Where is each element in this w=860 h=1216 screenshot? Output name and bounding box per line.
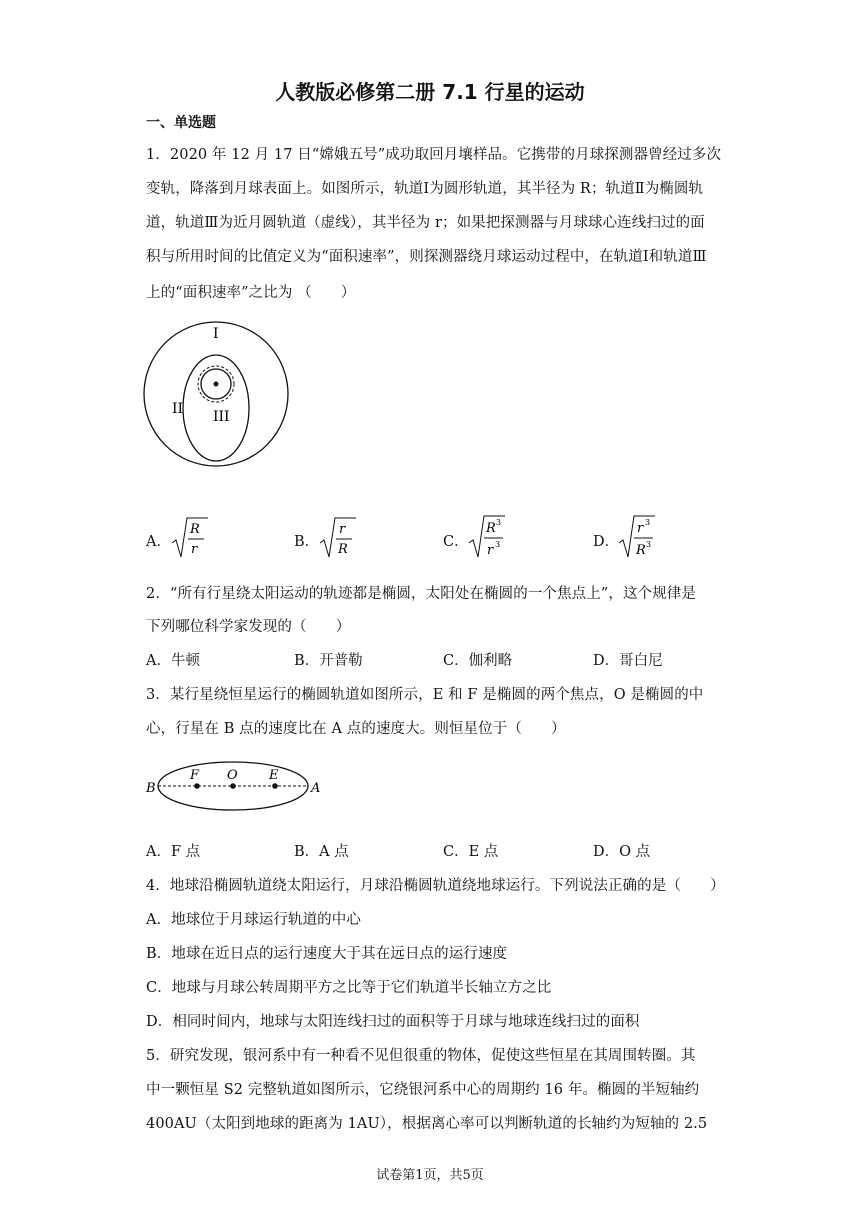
q1-option-c-label: C．	[443, 534, 469, 550]
q3-option-d: D．O 点	[593, 844, 651, 860]
q3-line-1: 3．某行星绕恒星运行的椭圆轨道如图所示，E 和 F 是椭圆的两个焦点，O 是椭圆的中	[146, 687, 704, 703]
q1-d-num-exp: 3	[645, 518, 651, 527]
orbit-2-label: II	[172, 401, 184, 417]
q1-line-2: 变轨，降落到月球表面上。如图所示，轨道Ⅰ为圆形轨道，其半径为 R；轨道Ⅱ为椭圆轨	[146, 181, 704, 197]
q3-option-a: A．F 点	[146, 844, 201, 860]
point-f-label: F	[190, 768, 200, 783]
section-heading: 一、单选题	[146, 115, 216, 131]
q1-option-a-label: A．	[146, 534, 171, 550]
q5-line-1: 5．研究发现，银河系中有一种看不见但很重的物体，促使这些恒星在其周围转圈。其	[146, 1048, 696, 1064]
q1-option-a-formula	[170, 515, 210, 561]
orbit-1-label: I	[213, 326, 219, 342]
q2-option-b: B．开普勒	[294, 653, 363, 669]
q1-orbit-figure	[140, 318, 300, 468]
q1-line-3: 道，轨道Ⅲ为近月圆轨道（虚线），其半径为 r；如果把探测器与月球球心连线扫过的面	[146, 215, 705, 231]
q4-option-b: B．地球在近日点的运行速度大于其在远日点的运行速度	[146, 946, 508, 962]
q2-option-a: A．牛顿	[146, 653, 200, 669]
q1-c-den-exp: 3	[495, 540, 501, 549]
q1-a-den: r	[191, 542, 198, 557]
focus-e-dot	[272, 783, 278, 789]
q2-option-c: C．伽利略	[443, 653, 513, 669]
q4-line-1: 4．地球沿椭圆轨道绕太阳运行，月球沿椭圆轨道绕地球运行。下列说法正确的是（ ）	[146, 878, 725, 894]
point-a-label: A	[311, 781, 321, 796]
orbit-3-label: III	[213, 409, 230, 425]
q1-option-b-formula	[318, 515, 358, 561]
q1-c-num-exp: 3	[496, 518, 502, 527]
center-o-dot	[230, 783, 236, 789]
q3-option-c: C．E 点	[443, 844, 499, 860]
q1-d-den: R	[636, 543, 646, 558]
page-title: 人教版必修第二册 7.1 行星的运动	[275, 80, 585, 104]
q1-a-num: R	[190, 522, 200, 537]
point-b-label: B	[146, 781, 156, 796]
q1-option-c-formula	[467, 513, 507, 561]
q1-b-den: R	[338, 542, 348, 557]
q1-d-num: r	[637, 521, 644, 536]
q4-option-d: D．相同时间内，地球与太阳连线扫过的面积等于月球与地球连线扫过的面积	[146, 1014, 640, 1030]
q2-line-2: 下列哪位科学家发现的（ ）	[146, 619, 351, 635]
orbit-1-circle	[144, 322, 288, 466]
focus-f-dot	[194, 783, 200, 789]
point-e-label: E	[269, 768, 279, 783]
q1-option-d-label: D．	[593, 534, 620, 550]
q4-option-a: A．地球位于月球运行轨道的中心	[146, 912, 361, 928]
q1-option-d-formula	[617, 513, 657, 561]
q1-b-num: r	[339, 522, 346, 537]
q1-line-4: 积与所用时间的比值定义为“面积速率”，则探测器绕月球运动过程中，在轨道Ⅰ和轨道Ⅲ	[146, 249, 707, 265]
q1-c-den: r	[487, 543, 494, 558]
page-footer: 试卷第1页，共5页	[376, 1168, 484, 1183]
q1-option-b-label: B．	[294, 534, 320, 550]
orbit-2-ellipse	[183, 355, 249, 461]
q5-line-3: 400AU（太阳到地球的距离为 1AU），根据离心率可以判断轨道的长轴约为短轴的 2.5	[146, 1116, 708, 1132]
q1-line-1: 1．2020 年 12 月 17 日“嫦娥五号”成功取回月壤样品。它携带的月球探测器曾经过多次	[146, 147, 722, 163]
q4-option-c: C．地球与月球公转周期平方之比等于它们轨道半长轴立方之比	[146, 980, 552, 996]
q1-line-5: 上的“面积速率”之比为 （ ）	[146, 285, 356, 301]
q5-line-2: 中一颗恒星 S2 完整轨道如图所示，它绕银河系中心的周期约 16 年。椭圆的半短轴约	[146, 1082, 700, 1098]
q3-ellipse-figure	[140, 760, 330, 812]
q1-c-num: R	[486, 521, 496, 536]
q1-d-den-exp: 3	[646, 540, 652, 549]
q2-line-1: 2．“所有行星绕太阳运动的轨迹都是椭圆，太阳处在椭圆的一个焦点上”，这个规律是	[146, 586, 696, 602]
q3-line-2: 心，行星在 B 点的速度比在 A 点的速度大。则恒星位于（ ）	[146, 721, 566, 737]
q3-option-b: B．A 点	[294, 844, 349, 860]
point-o-label: O	[227, 768, 238, 783]
moon-center-dot	[214, 382, 219, 387]
q2-option-d: D．哥白尼	[593, 653, 663, 669]
